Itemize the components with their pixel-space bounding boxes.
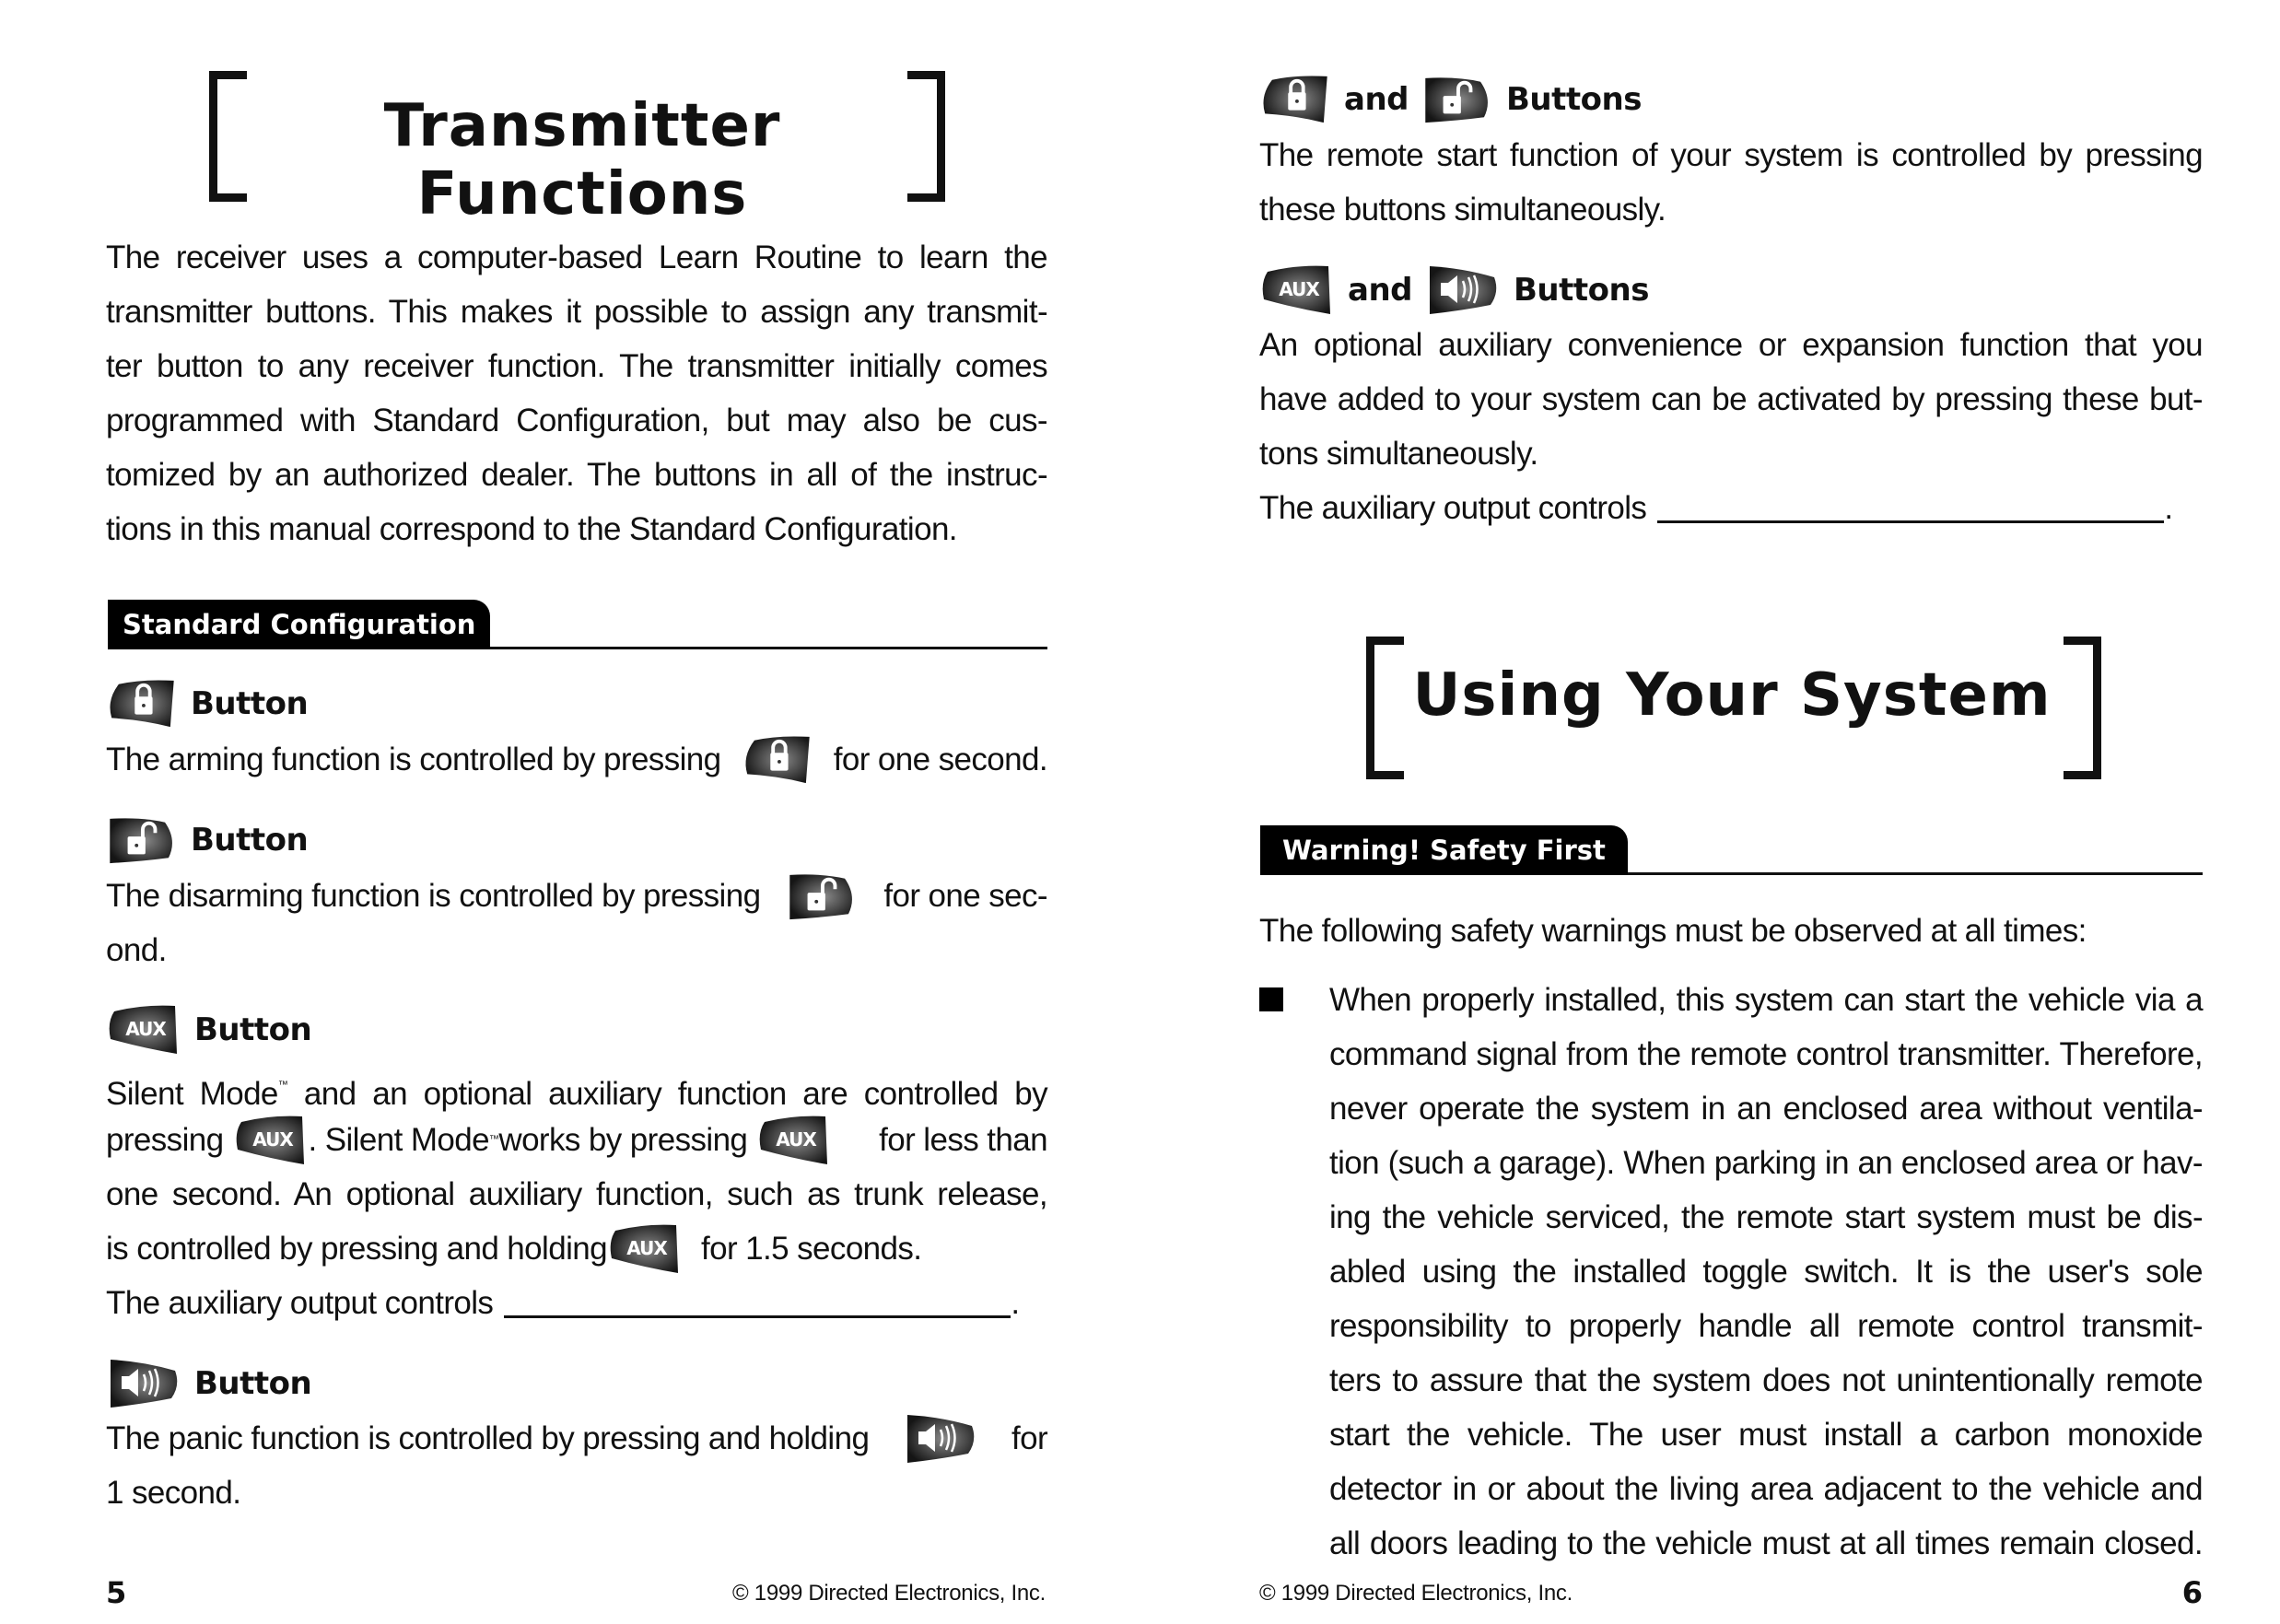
trademark-symbol: ™ — [488, 1134, 499, 1145]
aux-text: for 1.5 seconds. — [701, 1231, 922, 1267]
aux-button-icon — [233, 1115, 309, 1166]
bullet-line: responsibility to properly handle all remote control transmit- — [1329, 1308, 2203, 1344]
bullet-line: start the vehicle. The user must install a carbon monoxide — [1329, 1417, 2203, 1453]
heading-label: Buttons — [1506, 81, 1642, 118]
section-title: Using Your System — [1412, 661, 2052, 730]
copyright: © 1999 Directed Electronics, Inc. — [1259, 1581, 1573, 1606]
trademark-symbol: ™ — [277, 1080, 288, 1091]
aux-text: for less than — [879, 1122, 1047, 1158]
heading-label: Button — [191, 685, 309, 722]
copyright: © 1999 Directed Electronics, Inc. — [732, 1581, 1046, 1606]
aux-output-line — [106, 1276, 1019, 1330]
section-header-label: Standard Configuration — [108, 600, 490, 649]
section-header-warning-safety-first — [1260, 825, 2203, 875]
aux-panic-buttons-heading — [1259, 263, 1649, 318]
heading-label: Button — [194, 1365, 312, 1402]
aux-description-line-4 — [106, 1221, 921, 1276]
aux-button-icon — [106, 1004, 181, 1056]
aux-output-end: . — [2164, 490, 2173, 526]
bullet-line: detector in or about the living area adjacent to the vehicle and — [1329, 1471, 2203, 1507]
aux-panic-line: have added to your system can be activated by pressing these but- — [1259, 381, 2203, 417]
lock-unlock-buttons-heading — [1259, 72, 1642, 127]
bullet-line: ters to assure that the system does not unintentionally remote — [1329, 1362, 2203, 1398]
aux-description-line-1 — [106, 1058, 1047, 1113]
title-bracket-right — [2064, 637, 2101, 779]
bullet-line: When properly installed, this system can start the vehicle via a — [1329, 982, 2203, 1018]
heading-label: Button — [191, 822, 309, 859]
bullet-line: command signal from the remote control transmitter. Therefore, — [1329, 1036, 2203, 1072]
unlock-description-line-1 — [106, 869, 1047, 923]
aux-text: and an optional auxiliary function are controlled by — [287, 1076, 1047, 1112]
panic-button-icon — [1425, 264, 1501, 316]
aux-panic-line: tons simultaneously. — [1259, 436, 1538, 472]
aux-description-line-3: one second. An optional auxiliary function, such as trunk release, — [106, 1176, 1047, 1212]
aux-output-label: The auxiliary output controls — [1259, 490, 1647, 526]
unlock-button-heading — [106, 812, 308, 868]
section-header-standard-configuration — [108, 600, 1047, 649]
lock-button-icon — [742, 735, 813, 785]
aux-output-label: The auxiliary output controls — [106, 1285, 494, 1321]
panic-button-icon — [106, 1358, 181, 1409]
aux-text: works by pressing — [498, 1122, 748, 1158]
bullet-line: tion (such a garage). When parking in an enclosed area or hav- — [1329, 1145, 2203, 1181]
aux-panic-line: An optional auxiliary convenience or expansion function that you — [1259, 327, 2203, 363]
lock-unlock-line: The remote start function of your system is controlled by pressing — [1259, 137, 2203, 173]
aux-text: is controlled by pressing and holding — [106, 1231, 607, 1267]
bullet-line: ing the vehicle serviced, the remote start system must be dis- — [1329, 1199, 2203, 1235]
heading-label: Buttons — [1514, 272, 1649, 309]
panic-description-line-2: 1 second. — [106, 1475, 241, 1511]
panic-description-line-1 — [106, 1411, 1047, 1466]
aux-button-icon — [756, 1115, 832, 1166]
lock-description — [106, 732, 1047, 787]
intro-line: programmed with Standard Configuration, but may also be cus- — [106, 403, 1047, 438]
bullet-line: all doors leading to the vehicle must at all times remain closed. — [1329, 1525, 2203, 1561]
bullet-line: abled using the installed toggle switch. It is the user's sole — [1329, 1254, 2203, 1290]
unlock-button-icon — [106, 815, 178, 865]
aux-output-end: . — [1011, 1285, 1020, 1321]
lock-button-heading — [106, 676, 308, 731]
silent-mode-label: Silent Mode — [106, 1076, 278, 1112]
title-bracket-left — [209, 71, 247, 202]
unlock-description-line-2: ond. — [106, 932, 167, 968]
panic-button-heading — [106, 1356, 311, 1411]
section-header-label: Warning! Safety First — [1260, 825, 1628, 875]
page-title: Transmitter Functions — [383, 92, 781, 228]
intro-line: tions in this manual correspond to the Standard Configuration. — [106, 511, 957, 547]
intro-line: The receiver uses a computer-based Learn Routine to learn the — [106, 240, 1047, 275]
intro-line: tomized by an authorized dealer. The buttons in all of the instruc- — [106, 457, 1047, 493]
unlock-button-icon — [786, 871, 858, 921]
title-bracket-left — [1366, 637, 1404, 779]
aux-output-blank[interactable] — [504, 1288, 1011, 1318]
warning-intro: The following safety warnings must be observed at all times: — [1259, 913, 2087, 949]
aux-button-icon — [1259, 264, 1335, 316]
lock-button-icon — [106, 679, 178, 729]
intro-line: ter button to any receiver function. The transmitter initially comes — [106, 348, 1047, 384]
aux-output-blank[interactable] — [1657, 493, 2164, 523]
lock-text-before: The arming function is controlled by pressing — [106, 742, 721, 777]
aux-button-icon — [607, 1223, 683, 1275]
unlock-button-icon — [1421, 75, 1493, 124]
lock-button-icon — [1259, 75, 1331, 124]
unlock-text-before: The disarming function is controlled by pressing — [106, 878, 761, 914]
heading-label: Button — [194, 1011, 312, 1048]
aux-text: . Silent Mode — [308, 1122, 489, 1158]
and-label: and — [1344, 81, 1409, 118]
page-number: 5 — [106, 1575, 127, 1610]
and-label: and — [1348, 272, 1412, 309]
intro-line: transmitter buttons. This makes it possible to assign any transmit- — [106, 294, 1047, 330]
aux-output-line — [1259, 481, 2172, 535]
lock-text-after: for one second. — [833, 742, 1047, 777]
aux-description-line-2 — [106, 1113, 1047, 1167]
page-number: 6 — [2181, 1575, 2203, 1610]
panic-text-before: The panic function is controlled by pressing and holding — [106, 1420, 870, 1456]
panic-text-after: for — [1011, 1420, 1047, 1456]
bullet-square-icon — [1259, 987, 1283, 1011]
unlock-text-after: for one sec- — [883, 878, 1047, 914]
lock-unlock-line: these buttons simultaneously. — [1259, 192, 1666, 228]
bullet-line: never operate the system in an enclosed area without ventila- — [1329, 1091, 2203, 1127]
aux-text: pressing — [106, 1122, 224, 1158]
panic-button-icon — [903, 1413, 978, 1465]
aux-button-heading — [106, 1002, 311, 1057]
